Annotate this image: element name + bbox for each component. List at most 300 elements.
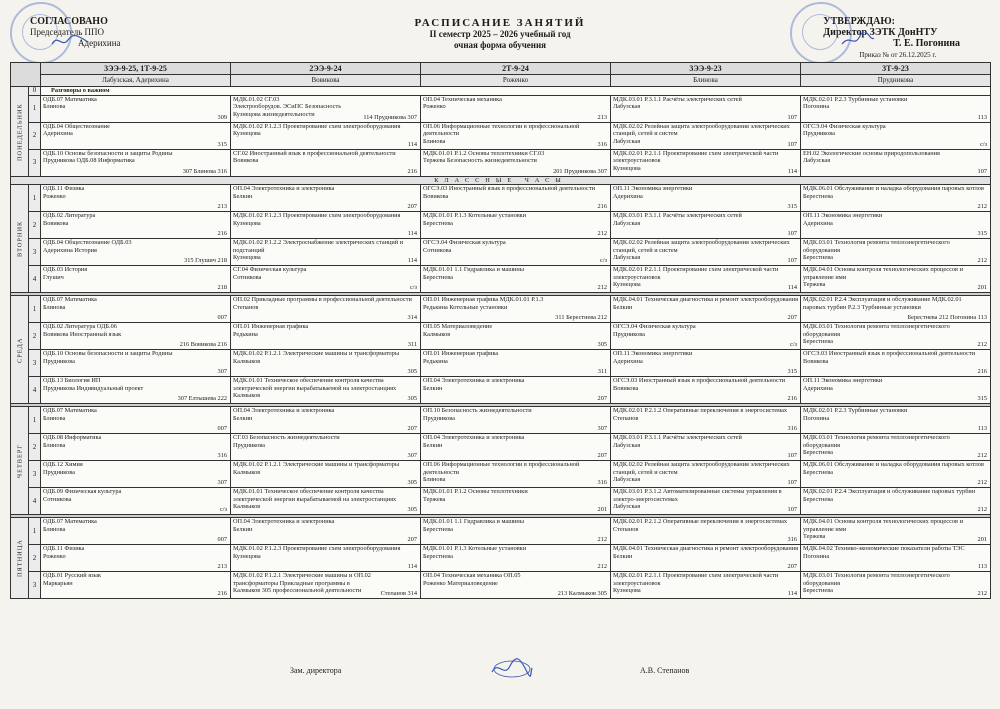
teacher-name: Берестнева (423, 273, 453, 281)
lesson-cell (611, 488, 801, 515)
subject-name: МДК.02.01 Р.2.4 Эксплуатация и обслуживание МДК.02.01 (803, 296, 962, 304)
subject-name: ОГСЭ.03 Иностранный язык в профессиональной деятельности (803, 350, 975, 358)
subject-name: ОП.11 Экономика энергетики (803, 212, 883, 220)
lesson-number: 2 (29, 545, 41, 572)
lesson-cell (231, 150, 421, 177)
lesson-cell (41, 296, 231, 323)
subject-name: ОДБ.10 Основы безопасности и защиты Родины (43, 350, 173, 358)
lesson-cell (41, 150, 231, 177)
lesson-cell (801, 296, 991, 323)
lesson-number: 1 (29, 96, 41, 123)
lesson-cell (611, 434, 801, 461)
subject-name: ОДБ.03 История (43, 266, 88, 274)
teacher-name: Лабузская (613, 219, 641, 227)
subject-name: МДК.03.01 Технология ремонта теплоэнергетического оборудования (803, 572, 950, 587)
room-number: 107 (787, 257, 797, 264)
lesson-cell (231, 266, 421, 293)
subject-name: МДК.02.01 Р.2.1.1 Проектирование схем электрической части электроустановок (613, 150, 779, 165)
lesson-cell (611, 239, 801, 266)
lesson-cell (41, 518, 231, 545)
lesson-cell (421, 266, 611, 293)
subject-name: ОП.06 Информационные технологии в профессиональной деятельности (423, 461, 580, 476)
subject-name: МДК.02.01 Р.2.1.2 Оперативные переключения в энергосистемах (613, 407, 788, 415)
room-number: 007 (217, 314, 227, 321)
room-number: 218 (217, 284, 227, 291)
lesson-cell (801, 185, 991, 212)
teacher-name: Кузнецова (233, 130, 261, 138)
teacher-name: Лабузская (803, 157, 831, 165)
subject-name: МДК.01.01 Р.1.3 Котельные установки (423, 545, 527, 553)
teacher-name: Кузнецова (233, 552, 261, 560)
teacher-name: Адерихина (613, 192, 643, 200)
subject-name: МДК.01.02 Р.1.2.2 Электроснабжение электрических станций и подстанций (233, 239, 404, 254)
room-number: 307 (217, 368, 227, 375)
room-number: 113 (977, 563, 987, 570)
room-number: 212 (977, 341, 987, 348)
room-number: 216 (597, 203, 607, 210)
subject-name: ОП.04 Электротехника и электроника (423, 377, 525, 385)
lesson-cell (801, 518, 991, 545)
lesson-cell (801, 377, 991, 404)
day-label: ВТОРНИК (11, 185, 29, 293)
day-label: ЧЕТВЕРГ (11, 407, 29, 515)
title-semester: II семестр 2025 – 2026 учебный год (429, 29, 571, 39)
lesson-cell (41, 123, 231, 150)
lesson-cell (41, 377, 231, 404)
subject-name: МДК.02.01 Р.2.4 Эксплуатация и обслуживание паровых турбин (803, 488, 976, 496)
subject-name: МДК.06.01 Обслуживание и наладка оборудования паровых котлов (803, 461, 984, 469)
room-number: 113 (977, 425, 987, 432)
approval-left-name: Адерихина (78, 38, 121, 48)
subject-name: МДК.01.02 СГ.03 (233, 96, 280, 103)
approval-left-title: СОГЛАСОВАНО (30, 16, 108, 27)
teacher-name: Редькина (423, 357, 448, 365)
lesson-cell (41, 185, 231, 212)
room-number: 207 (407, 203, 417, 210)
group-header: 2Т-9-24 (421, 63, 611, 75)
lesson-cell (231, 488, 421, 515)
teacher-name: Вовикова (613, 384, 639, 392)
lesson-cell (421, 518, 611, 545)
teacher-name: Прудникова (613, 330, 645, 338)
lesson-number: 3 (29, 150, 41, 177)
lesson-cell (231, 434, 421, 461)
room-number: 305 (407, 506, 417, 513)
lesson-cell (801, 488, 991, 515)
subject-name: МДК.01.02 Р.1.2.1 Электрические машины и ОП.02 (233, 572, 371, 580)
lesson-cell (611, 96, 801, 123)
teacher-name: Редькина (233, 330, 258, 338)
room-number: 107 (787, 479, 797, 486)
room-number: 305 (407, 479, 417, 486)
teacher-name: Погонина (803, 552, 830, 560)
teacher-name: Берестнева (803, 449, 833, 457)
lesson-cell (611, 150, 801, 177)
subject-name: ОП.06 Информационные технологии в профессиональной деятельности (423, 123, 580, 138)
room-number: 307 Блинова 316 (182, 167, 227, 175)
title-main: РАСПИСАНИЕ ЗАНЯТИЙ (414, 17, 586, 29)
teacher-name: Глушич (43, 273, 64, 281)
signature-right (840, 32, 876, 48)
teacher-name: Прудникова Индивидуальный проект (43, 384, 144, 392)
teacher-name: Сотникова (233, 273, 262, 281)
room-number: 216 Вовикова 216 (179, 341, 227, 348)
teacher-name: Роженко (43, 552, 66, 560)
subject-name: ОДБ.08 Информатика (43, 434, 102, 442)
room-number: 114 (787, 590, 797, 597)
subject-name: МДК.02.01 Р.2.1.2 Оперативные переключения в энергосистемах (613, 518, 788, 526)
lesson-cell (801, 123, 991, 150)
teacher-name: Калмыков (233, 357, 261, 365)
subject-name: МДК.01.01 Техническое обеспечение контроля качества электрической энергии вырабатываемой на электростанциях (233, 488, 397, 503)
teacher-name: Электрооборудов. ЭСиПС Безопасность (233, 103, 342, 111)
signature-footer (490, 658, 534, 680)
teacher-name: Лабузская (613, 103, 641, 111)
room-number: 307 (217, 479, 227, 486)
room-number: 201 (977, 536, 987, 543)
teacher-name: Прудникова (233, 441, 265, 449)
lesson-number-zero: 0 (29, 87, 41, 96)
lesson-row (11, 150, 991, 177)
lesson-cell (421, 572, 611, 599)
subject-name: ОП.04 Техническая механика (423, 96, 502, 103)
room-number: 314 (407, 314, 417, 321)
footer-position: Зам. директора (290, 666, 342, 675)
lesson-cell (801, 350, 991, 377)
teacher-name: Вовикова (43, 219, 69, 227)
room-number: 212 (597, 536, 607, 543)
lesson-cell (611, 572, 801, 599)
room-number: 316 (787, 425, 797, 432)
room-number: с/з (409, 284, 417, 291)
teacher-name: Белкин (423, 384, 443, 392)
lesson-number: 1 (29, 518, 41, 545)
room-number: 107 (787, 230, 797, 237)
subject-name: ОДБ.07 Математика (43, 96, 97, 103)
room-number: 007 (217, 425, 227, 432)
lesson-cell (231, 407, 421, 434)
room-number: 114 Прудникова 307 (363, 113, 417, 121)
lesson-cell (801, 434, 991, 461)
teacher-name: Адерихина История (43, 246, 97, 254)
teacher-name: Берестнева (803, 468, 833, 476)
subject-name: ОДБ.12 Химия (43, 461, 83, 469)
lesson-cell (611, 323, 801, 350)
subject-name: ОП.02 Прикладные программы в профессиональной деятельности (233, 296, 412, 304)
room-number: 212 (597, 284, 607, 291)
teacher-name: Блинова (43, 103, 66, 111)
room-number: 311 Берестнева 212 (555, 314, 607, 321)
room-number: 316 (597, 479, 607, 486)
approval-right-order: Приказ № от 26.12.2025 г. (859, 51, 937, 59)
subject-name: ОДБ.01 Русский язык (43, 572, 101, 580)
room-number: 305 (407, 368, 417, 375)
lesson-cell (41, 323, 231, 350)
room-number: 107 (787, 140, 797, 148)
subject-name: СГ.02 Иностранный язык в профессиональной деятельности (233, 150, 396, 157)
teacher-name: Погонина (803, 414, 830, 422)
lesson-number: 1 (29, 407, 41, 434)
subject-name: СГ.03 Безопасность жизнедеятельности (233, 434, 340, 442)
lesson-row (11, 212, 991, 239)
room-number: 207 (787, 314, 797, 321)
teacher-name: Степанов (233, 303, 259, 311)
teacher-name: Калмыков (233, 468, 261, 476)
teacher-name: Степанов (613, 525, 639, 533)
group-header: 2ЭЭ-9-24 (231, 63, 421, 75)
subject-name: МДК.03.01 Р.3.1.2 Автоматизированные системы управления в электро-энергосистемах (613, 488, 782, 503)
teacher-name: Вовикова (423, 192, 449, 200)
lesson-cell (421, 377, 611, 404)
teacher-name: Блинова (43, 441, 66, 449)
lesson-cell (41, 572, 231, 599)
lesson-cell (231, 545, 421, 572)
lesson-cell (41, 350, 231, 377)
approval-right-line1: Директор ЗЭТК ДонНТУ (823, 27, 938, 38)
lesson-cell (421, 545, 611, 572)
teacher-name: Белкин (233, 414, 253, 422)
lesson-row (11, 434, 991, 461)
subject-name: МДК.03.01 Технология ремонта теплоэнергетического оборудования (803, 434, 950, 449)
room-number: 216 (407, 167, 417, 175)
lesson-row (11, 407, 991, 434)
room-number: 212 (977, 257, 987, 264)
lesson-cell (801, 266, 991, 293)
room-number: Степанов 314 (380, 590, 417, 597)
lesson-cell (421, 407, 611, 434)
lesson-cell (611, 350, 801, 377)
lesson-cell (421, 323, 611, 350)
teacher-name: Блинова (43, 414, 66, 422)
approval-left-line1: Председатель ППО (30, 27, 105, 37)
subject-name: МДК.04.01 Основы контроля технологических процессов и управление ими (803, 266, 963, 281)
teacher-name: Белкин (423, 441, 443, 449)
room-number: 216 (217, 230, 227, 237)
lesson-cell (231, 185, 421, 212)
room-number: 201 Прудникова 307 (553, 167, 607, 175)
lesson-cell (611, 377, 801, 404)
lesson-cell (801, 545, 991, 572)
lesson-cell (41, 212, 231, 239)
room-number: 311 (597, 368, 607, 375)
room-number: 212 (597, 230, 607, 237)
group-curator: Лабузская, Адерихина (41, 75, 231, 87)
lesson-cell (611, 185, 801, 212)
lesson-cell (231, 212, 421, 239)
subject-name: МДК.01.02 Р.1.2.1 Электрические машины и трансформаторы (233, 350, 400, 358)
subject-name: МДК.01.02 Р.1.2.3 Проектирование схем электрооборудования (233, 545, 401, 553)
teacher-name: Тержева (803, 533, 826, 541)
room-number: 316 (217, 452, 227, 459)
room-number: Берестнева 212 Погонина 113 (907, 314, 987, 321)
subject-name: МДК.02.01 Р.2.3 Турбинные установки (803, 96, 908, 103)
lesson-cell (231, 123, 421, 150)
subject-name: ОП.04 Техническая механика ОП.05 (423, 572, 521, 580)
teacher-name: Лабузская (613, 441, 641, 449)
room-number: 207 (407, 425, 417, 432)
teacher-name: Берестнева (803, 254, 833, 262)
lesson-row (11, 239, 991, 266)
subject-name: МДК.01.01 1.1 Гидравлика и машины (423, 518, 525, 526)
lesson-row (11, 377, 991, 404)
teacher-name: Блинова (43, 303, 66, 311)
room-number: 107 (787, 452, 797, 459)
subject-name: МДК.02.01 Р.2.1.1 Проектирование схем электрической части электроустановок (613, 572, 779, 587)
footer-name: А.В. Степанов (640, 666, 690, 675)
teacher-name: Прудникова (43, 468, 75, 476)
lesson-row (11, 266, 991, 293)
room-number: 311 (407, 341, 417, 348)
lesson-number: 1 (29, 296, 41, 323)
room-number: 107 (977, 167, 987, 175)
lesson-number: 2 (29, 434, 41, 461)
teacher-name: Кузнецова (613, 281, 641, 289)
teacher-name: Тержева Безопасность жизнедеятельности (423, 157, 537, 165)
teacher-name: Берестнева (803, 587, 833, 595)
teacher-name: Берестнева (423, 219, 453, 227)
lesson-number: 4 (29, 377, 41, 404)
important-talk: Разговоры о важном (41, 87, 991, 96)
room-number: 213 (217, 203, 227, 210)
subject-name: ЕН.02 Экологические основы природопользования (803, 150, 940, 157)
lesson-cell (231, 461, 421, 488)
teacher-name: Тержева (803, 281, 826, 289)
teacher-name: Роженко Материаловедение (423, 579, 498, 587)
teacher-name: Адерихина (803, 219, 833, 227)
subject-name: МДК.01.01 Техническое обеспечение контроля качества электрической энергии вырабатываемой на электростанциях (233, 377, 397, 392)
teacher-name: Лабузская (613, 476, 641, 484)
subject-name: СГ.04 Физическая культура (233, 266, 307, 274)
teacher-name: Степанов (613, 414, 639, 422)
teacher-name: Берестнева (423, 552, 453, 560)
room-number: 315 (787, 368, 797, 375)
room-number: 114 (407, 140, 417, 148)
lesson-cell (421, 488, 611, 515)
teacher-name: Берестнева (423, 525, 453, 533)
lesson-row (11, 518, 991, 545)
lesson-cell (611, 545, 801, 572)
extra-line: Кузнецова жизнедеятельности (233, 110, 315, 118)
teacher-name: Блинова (423, 137, 446, 145)
teacher-name: Сотникова (423, 246, 452, 254)
room-number: 315 (977, 395, 987, 402)
room-number: 107 (787, 506, 797, 513)
teacher-name: Лабузская (613, 254, 641, 262)
teacher-name: Прудникова (423, 414, 455, 422)
teacher-name: Белкин (613, 303, 633, 311)
room-number: 007 (217, 536, 227, 543)
subject-name: ОП.10 Безопасность жизнедеятельности (423, 407, 532, 415)
room-number: с/з (599, 257, 607, 264)
room-number: 307 (407, 452, 417, 459)
lesson-cell (611, 123, 801, 150)
room-number: 305 (407, 395, 417, 402)
teacher-name: Маркарьян (43, 579, 73, 587)
lesson-cell (611, 407, 801, 434)
subject-name: ОДБ.11 Физика (43, 545, 85, 553)
room-number: 113 (977, 113, 987, 121)
document-header (0, 0, 1000, 60)
teacher-name: Адерихина (613, 357, 643, 365)
lesson-cell (421, 461, 611, 488)
group-header: 3ЭЭ-9-23 (611, 63, 801, 75)
lesson-cell (611, 212, 801, 239)
room-number: 207 (787, 563, 797, 570)
subject-name: МДК.03.01 Р.3.1.1 Расчёты электрических сетей (613, 96, 742, 103)
lesson-row (11, 545, 991, 572)
teacher-name: Белкин (613, 552, 633, 560)
subject-name: МДК.01.01 Р.1.2 Основы теплотехники СГ.03 (423, 150, 545, 157)
lesson-row (11, 461, 991, 488)
teacher-name: Лабузская (613, 503, 641, 511)
teacher-name: Вовикова (803, 357, 829, 365)
room-number: 315 (787, 203, 797, 210)
subject-name: МДК.04.01 Техническая диагностика и ремонт электрооборудования (613, 296, 798, 304)
subject-name: ОП.04 Электротехника и электроника (233, 407, 335, 415)
group-curator: Вовикова (231, 75, 421, 87)
room-number: 201 (977, 284, 987, 291)
room-number: 307 (597, 425, 607, 432)
lesson-cell (421, 123, 611, 150)
lesson-cell (231, 323, 421, 350)
lesson-number: 2 (29, 123, 41, 150)
subject-name: ОП.01 Инженерная графика МДК.01.01 Р.1.3 (423, 296, 544, 304)
lesson-cell (421, 185, 611, 212)
room-number: 207 (597, 452, 607, 459)
lesson-cell (231, 572, 421, 599)
teacher-name: Берестнева (803, 338, 833, 346)
teacher-name: Прудникова ОДБ.08 Информатика (43, 157, 135, 165)
lesson-number: 2 (29, 212, 41, 239)
teacher-name: Берестнева (803, 495, 833, 503)
room-number: 307 Елтышева 222 (177, 395, 227, 402)
teacher-name: Вовикова (233, 157, 259, 165)
extra-line: Калмыков 305 профессиональной деятельности (233, 587, 362, 595)
room-number: 316 (597, 140, 607, 148)
lesson-cell (611, 266, 801, 293)
subject-name: МДК.01.01 Р.1.3 Котельные установки (423, 212, 527, 220)
lesson-cell (231, 518, 421, 545)
teacher-name: Калмыков (233, 392, 261, 400)
teacher-name: Блинова (43, 525, 66, 533)
subject-name: ОГСЭ.03 Иностранный язык в профессиональной деятельности (423, 185, 595, 193)
lesson-cell (41, 461, 231, 488)
subject-name: МДК.03.01 Технология ремонта теплоэнергетического оборудования (803, 239, 950, 254)
band-label: КЛАССНЫЕ ЧАСЫ (11, 177, 991, 185)
lesson-cell (41, 545, 231, 572)
lesson-cell (41, 434, 231, 461)
lesson-row (11, 296, 991, 323)
subject-name: ОП.11 Экономика энергетики (613, 350, 693, 358)
lesson-cell (801, 96, 991, 123)
teacher-name: Калмыков (233, 503, 261, 511)
teacher-name: Адерихина (43, 130, 73, 138)
room-number: 114 (407, 257, 417, 264)
room-number: 213 (597, 113, 607, 121)
title-form: очная форма обучения (453, 40, 547, 50)
teacher-name: Погонина (803, 103, 830, 111)
teacher-name: трансформаторы Прикладные программы в (233, 579, 350, 587)
lesson-cell (801, 572, 991, 599)
subject-name: ОП.11 Экономика энергетики (613, 185, 693, 193)
lesson-row (11, 123, 991, 150)
room-number: 107 (787, 113, 797, 121)
subject-name: ОДБ.02 Литература ОДБ.06 (43, 323, 117, 331)
day-label: СРЕДА (11, 296, 29, 404)
lesson-row (11, 323, 991, 350)
subject-name: МДК.01.01 1.1 Гидравлика и машины (423, 266, 525, 274)
group-header-row (11, 63, 991, 75)
